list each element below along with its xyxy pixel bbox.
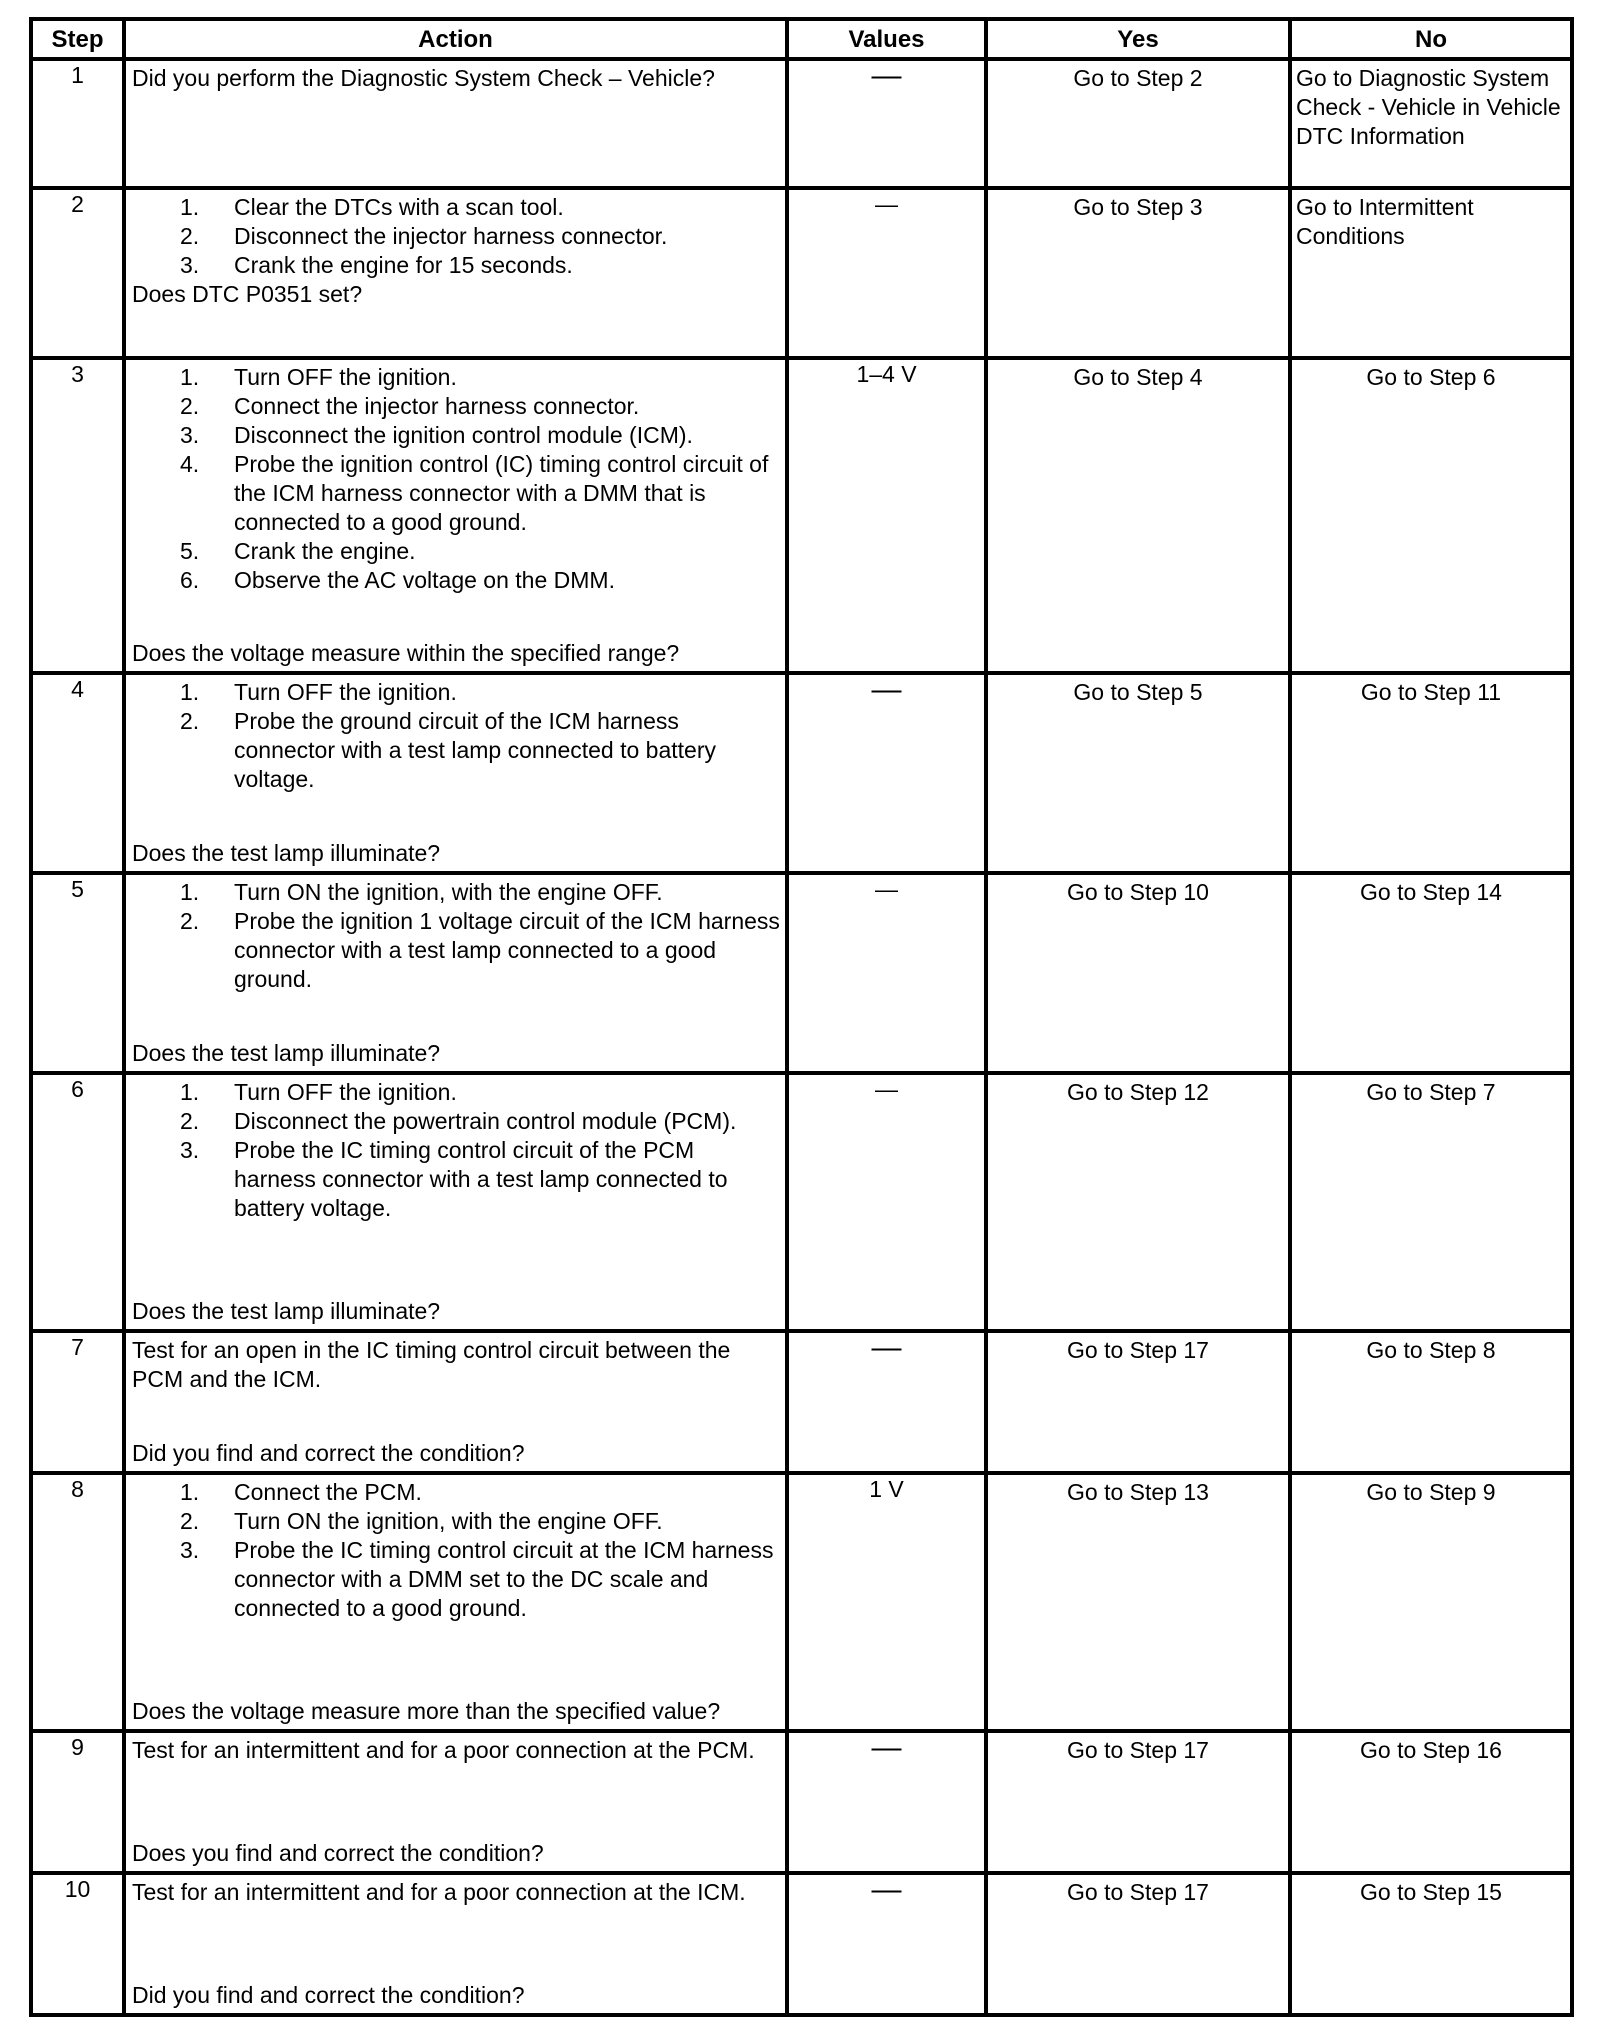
yes-cell: Go to Step 12	[986, 1073, 1290, 1331]
value-text: —	[871, 1331, 902, 1364]
header-no: No	[1290, 19, 1572, 59]
table-row	[31, 1873, 1572, 2015]
value-cell	[787, 188, 986, 358]
action-cell	[124, 1873, 787, 2015]
value-text: —	[875, 876, 898, 902]
table-row	[31, 188, 1572, 358]
no-cell: Go to Diagnostic System Check - Vehicle in Vehicle DTC Information	[1290, 59, 1572, 188]
step-number: 8	[31, 1473, 124, 1731]
no-cell: Go to Step 14	[1290, 873, 1572, 1073]
value-text: 1–4 V	[856, 361, 917, 387]
no-cell: Go to Step 6	[1290, 358, 1572, 673]
action-question: Does you find and correct the condition?	[132, 1840, 544, 1866]
value-cell	[787, 358, 986, 673]
value-text: —	[875, 191, 898, 217]
table-row	[31, 873, 1572, 1073]
no-cell: Go to Step 7	[1290, 1073, 1572, 1331]
action-question: Does the test lamp illuminate?	[132, 1040, 441, 1066]
action-item: 1. Turn OFF the ignition.	[180, 364, 457, 390]
action-item: 4. Probe the ignition control (IC) timing control circuit of the ICM harness connector with a DMM that is connected to a good ground.	[180, 451, 769, 535]
diagnostic-table	[29, 17, 1574, 2017]
no-cell: Go to Step 15	[1290, 1873, 1572, 2015]
value-cell	[787, 59, 986, 188]
yes-cell: Go to Step 2	[986, 59, 1290, 188]
action-item: 6. Observe the AC voltage on the DMM.	[180, 567, 615, 593]
action-question: Does the voltage measure within the specified range?	[132, 640, 680, 666]
header-yes: Yes	[986, 19, 1290, 59]
step-number: 4	[31, 673, 124, 873]
yes-cell: Go to Step 17	[986, 1331, 1290, 1473]
header-row	[31, 19, 1572, 59]
value-text: 1 V	[869, 1476, 904, 1502]
step-number: 3	[31, 358, 124, 673]
step-number: 1	[31, 59, 124, 188]
action-cell	[124, 1731, 787, 1873]
action-list	[132, 678, 781, 794]
action-text: Test for an intermittent and for a poor connection at the ICM.	[132, 1879, 746, 1905]
table-row	[31, 1331, 1572, 1473]
value-cell	[787, 873, 986, 1073]
value-cell	[787, 1331, 986, 1473]
yes-cell: Go to Step 10	[986, 873, 1290, 1073]
no-cell: Go to Intermittent Conditions	[1290, 188, 1572, 358]
action-item: 1. Connect the PCM.	[180, 1479, 422, 1505]
action-question: Does the test lamp illuminate?	[132, 840, 441, 866]
action-item: 5. Crank the engine.	[180, 538, 416, 564]
action-item: 2. Probe the ignition 1 voltage circuit of the ICM harness connector with a test lamp connected to a good ground.	[180, 908, 780, 992]
action-list	[132, 363, 781, 595]
action-list	[132, 1078, 781, 1223]
step-number: 2	[31, 188, 124, 358]
action-item: 3. Disconnect the ignition control module (ICM).	[180, 422, 693, 448]
step-number: 6	[31, 1073, 124, 1331]
action-list	[132, 193, 781, 280]
step-number: 7	[31, 1331, 124, 1473]
yes-cell: Go to Step 17	[986, 1873, 1290, 2015]
header-action: Action	[124, 19, 787, 59]
action-item: 2. Disconnect the injector harness connector.	[180, 223, 668, 249]
action-question: Did you find and correct the condition?	[132, 1982, 525, 2008]
action-question: Does the voltage measure more than the specified value?	[132, 1698, 721, 1724]
action-text: Did you perform the Diagnostic System Check – Vehicle?	[132, 65, 715, 91]
action-cell	[124, 358, 787, 673]
action-cell	[124, 1331, 787, 1473]
action-text: Test for an intermittent and for a poor connection at the PCM.	[132, 1737, 755, 1763]
no-cell: Go to Step 11	[1290, 673, 1572, 873]
action-item: 1. Turn OFF the ignition.	[180, 1079, 457, 1105]
action-cell	[124, 673, 787, 873]
value-text: —	[871, 1731, 902, 1764]
yes-cell: Go to Step 3	[986, 188, 1290, 358]
value-cell	[787, 1073, 986, 1331]
header-step: Step	[31, 19, 124, 59]
action-question: Does DTC P0351 set?	[132, 281, 363, 307]
table-row	[31, 1073, 1572, 1331]
yes-cell: Go to Step 4	[986, 358, 1290, 673]
action-item: 1. Turn OFF the ignition.	[180, 679, 457, 705]
no-cell: Go to Step 9	[1290, 1473, 1572, 1731]
action-item: 1. Turn ON the ignition, with the engine OFF.	[180, 879, 663, 905]
table-row	[31, 1473, 1572, 1731]
no-cell: Go to Step 16	[1290, 1731, 1572, 1873]
action-item: 2. Probe the ground circuit of the ICM harness connector with a test lamp connected to battery voltage.	[180, 708, 716, 792]
value-text: —	[871, 59, 902, 92]
yes-cell: Go to Step 13	[986, 1473, 1290, 1731]
step-number: 10	[31, 1873, 124, 2015]
action-item: 3. Crank the engine for 15 seconds.	[180, 252, 573, 278]
action-list	[132, 1478, 781, 1623]
action-cell	[124, 1073, 787, 1331]
action-cell	[124, 59, 787, 188]
yes-cell: Go to Step 17	[986, 1731, 1290, 1873]
action-cell	[124, 1473, 787, 1731]
action-list	[132, 878, 781, 994]
no-cell: Go to Step 8	[1290, 1331, 1572, 1473]
value-text: —	[871, 1873, 902, 1906]
action-item: 2. Disconnect the powertrain control module (PCM).	[180, 1108, 737, 1134]
value-cell	[787, 1873, 986, 2015]
value-cell	[787, 1473, 986, 1731]
table-row	[31, 673, 1572, 873]
value-cell	[787, 1731, 986, 1873]
action-item: 1. Clear the DTCs with a scan tool.	[180, 194, 564, 220]
value-text: —	[871, 673, 902, 706]
step-number: 5	[31, 873, 124, 1073]
action-item: 2. Turn ON the ignition, with the engine OFF.	[180, 1508, 663, 1534]
value-text: —	[875, 1076, 898, 1102]
action-cell	[124, 873, 787, 1073]
table-row	[31, 358, 1572, 673]
table-row	[31, 59, 1572, 188]
header-values: Values	[787, 19, 986, 59]
value-cell	[787, 673, 986, 873]
action-item: 3. Probe the IC timing control circuit at the ICM harness connector with a DMM set to the DC scale and connected to a good ground.	[180, 1537, 774, 1621]
table-row	[31, 1731, 1572, 1873]
yes-cell: Go to Step 5	[986, 673, 1290, 873]
action-cell	[124, 188, 787, 358]
action-text: Test for an open in the IC timing control circuit between the PCM and the ICM.	[132, 1337, 731, 1392]
step-number: 9	[31, 1731, 124, 1873]
action-question: Did you find and correct the condition?	[132, 1440, 525, 1466]
action-item: 2. Connect the injector harness connector.	[180, 393, 640, 419]
action-question: Does the test lamp illuminate?	[132, 1298, 441, 1324]
action-item: 3. Probe the IC timing control circuit of the PCM harness connector with a test lamp connected to battery voltage.	[180, 1137, 728, 1221]
